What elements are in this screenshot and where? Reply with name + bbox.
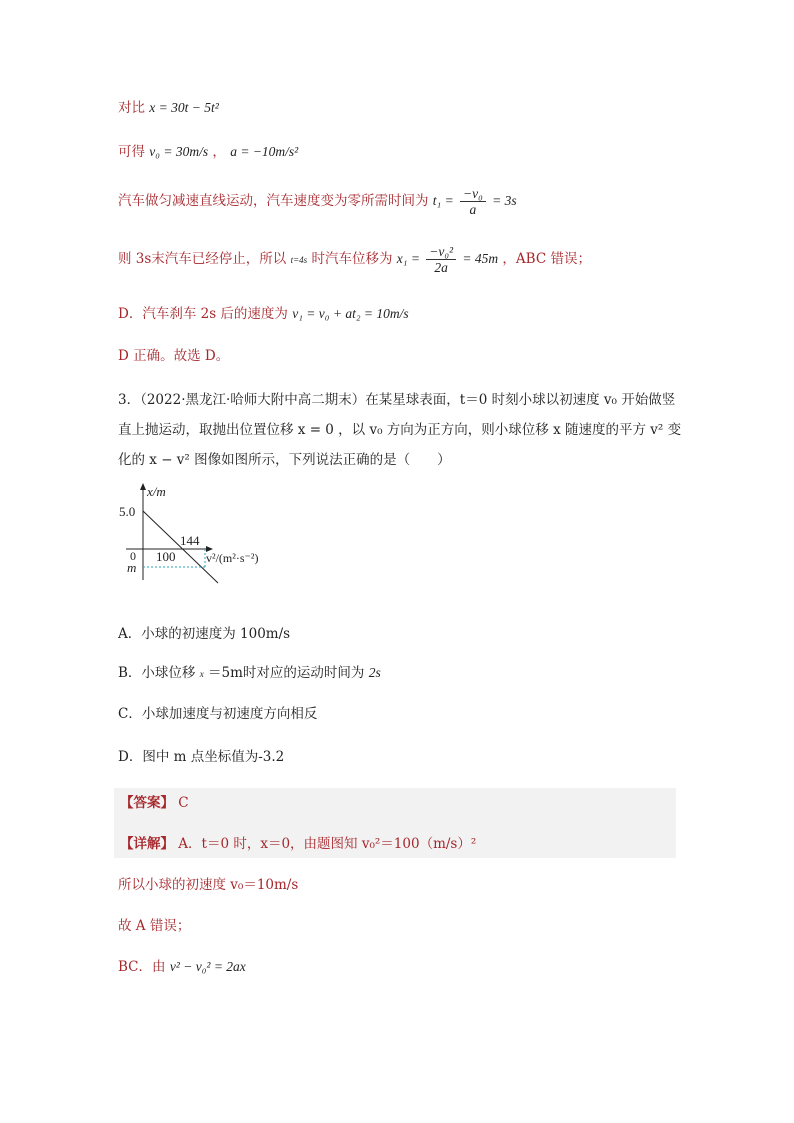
equation: v² − v₀² = 2ax <box>169 959 246 974</box>
text: ＝5m时对应的运动时间为 <box>208 665 365 681</box>
equation: v₁ = v₀ + at₂ = 10m/s <box>292 306 409 321</box>
equation-rhs: = 45m <box>462 251 499 266</box>
question-line-2: 直上抛运动，取抛出位置位移 x = 0 ，以 v₀ 方向为正方向，则小球位移 x 随速度的平方 v² 变 <box>118 422 682 438</box>
equation-lhs: t₁ = <box>432 193 454 208</box>
small-equation: t=4s <box>290 255 308 265</box>
x-tick-label-100: 100 <box>156 549 176 564</box>
solution-line-6 <box>118 344 229 364</box>
text: 可得 <box>118 144 145 160</box>
text: B．小球位移 <box>118 665 196 681</box>
after-line-2: 故 A 错误； <box>118 918 191 934</box>
value: 2s <box>368 665 381 680</box>
equation: v₀ = 30m/s <box>149 144 209 159</box>
answer-value: C <box>178 795 189 811</box>
separator: ， <box>212 144 226 160</box>
solution-line-3 <box>118 186 517 217</box>
text: 对比 <box>118 100 145 116</box>
text: 则 3s末汽车已经停止，所以 <box>118 251 287 267</box>
text: D．汽车刹车 2s 后的速度为 <box>118 306 288 322</box>
y-axis-arrow <box>140 483 146 490</box>
option-a: A．小球的初速度为 100m/s <box>118 626 291 642</box>
after-line-3 <box>118 955 246 975</box>
solution-line-1 <box>118 96 219 116</box>
answer-box <box>114 788 676 858</box>
detail-text: A．t＝0 时，x＝0，由题图知 v₀²＝100（m/s）² <box>178 836 477 852</box>
small-symbol: x <box>199 669 204 679</box>
option-b <box>118 661 381 681</box>
equation-rhs: = 3s <box>492 193 517 208</box>
equation: x = 30t − 5t² <box>149 100 219 115</box>
numerator: −v₀² <box>426 244 456 260</box>
solution-line-4 <box>118 244 591 275</box>
y-tick-label: 5.0 <box>119 504 136 519</box>
x-tick-label-144: 144 <box>180 533 200 548</box>
text: BC．由 <box>118 959 166 975</box>
m-label: m <box>127 560 137 575</box>
after-line-1: 所以小球的初速度 v₀＝10m/s <box>118 877 299 893</box>
option-c: C．小球加速度与初速度方向相反 <box>118 706 318 722</box>
question-line-1: 3．（2022·黑龙江·哈师大附中高二期末）在某星球表面，t＝0 时刻小球以初速度 v₀ 开始做竖 <box>118 392 676 408</box>
question-line-3: 化的 x − v² 图像如图所示，下列说法正确的是（ ） <box>118 452 451 468</box>
detail-label: 【详解】 <box>120 836 174 852</box>
solution-line-2 <box>118 140 298 160</box>
text: D 正确。故选 D。 <box>118 348 230 364</box>
equation-lhs: x₁ = <box>396 251 420 266</box>
solution-line-5 <box>118 302 409 322</box>
denominator: a <box>469 202 477 217</box>
x-axis-label: v²/(m²·s⁻²) <box>206 551 259 565</box>
x-v2-graph <box>116 480 286 588</box>
fraction <box>426 244 456 275</box>
answer-label: 【答案】 <box>120 795 174 811</box>
origin-label: 0 <box>130 549 136 563</box>
text: 汽车做匀减速直线运动，汽车速度变为零所需时间为 <box>118 193 429 209</box>
text: ，ABC 错误； <box>502 251 591 267</box>
option-d: D．图中 m 点坐标值为-3.2 <box>118 749 285 765</box>
equation: a = −10m/s² <box>230 144 299 159</box>
detail-line <box>120 832 476 852</box>
numerator: −v₀ <box>460 186 486 202</box>
denominator: 2a <box>434 260 448 275</box>
text: 时汽车位移为 <box>311 251 393 267</box>
y-axis-label: x/m <box>147 484 166 499</box>
answer-line <box>120 791 189 811</box>
fraction <box>460 186 486 217</box>
